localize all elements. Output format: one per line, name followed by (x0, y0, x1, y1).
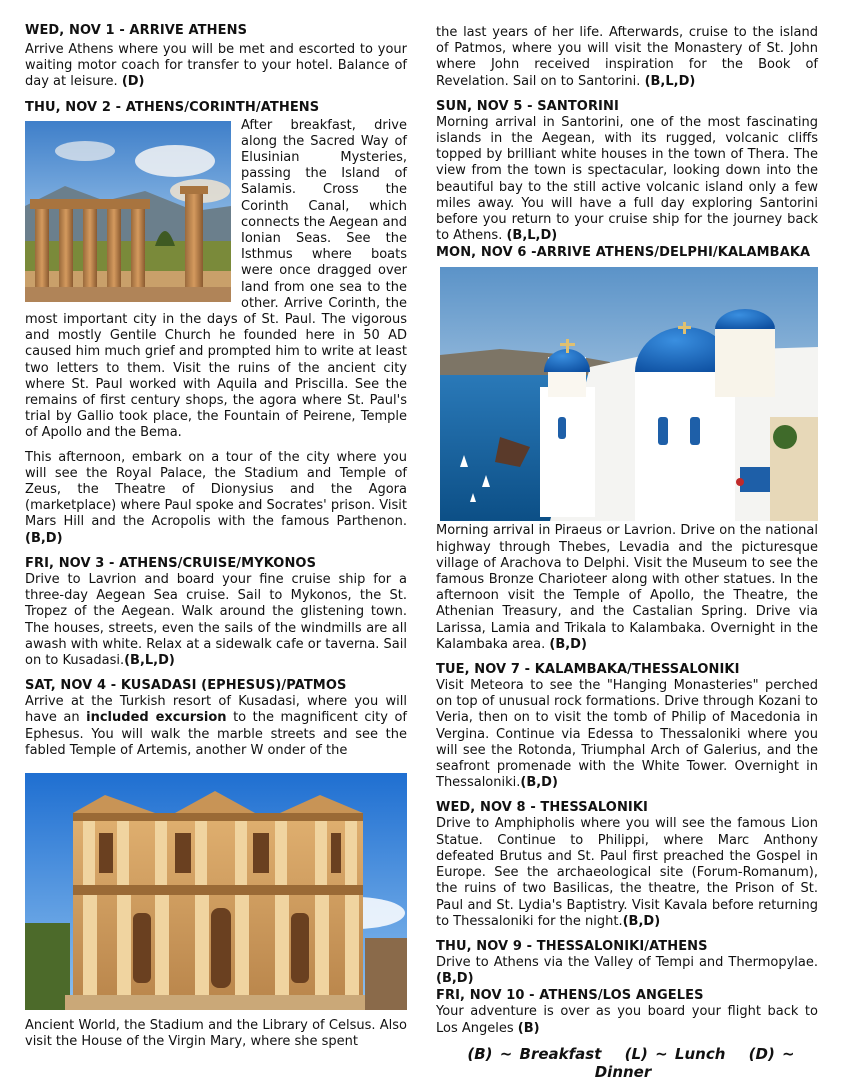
day-text-nov4: Arrive at the Turkish resort of Kusadasi, where you will have an included excursion to the magnificent city of Ephesus. You will walk the marble streets and see the fabled Temple of Artemis, another W onder of the (25, 694, 407, 758)
day-text-nov4-end: the last years of her life. Afterwards, cruise to the island of Patmos, where you will visit the Monastery of St. John where John received inspiration for the Book of Revelation. Sail on to Santorini. (B,L,D) (436, 25, 818, 89)
day-heading-nov9: THU, NOV 9 - THESSALONIKI/ATHENS (436, 938, 708, 954)
day-text-nov8: Drive to Amphipholis where you will see the famous Lion Statue. Continue to Philippi, where Marc Anthony defeated Brutus and St. Paul first preached the Gospel in Europe. See the archaeological site (Forum-Romanum), the ruins of two Basilicas, the theatre, the Prison of St. Paul and St. Lydia's Baptistry. Visit Kavala before returning to Thessaloniki for the night.(B,D) (436, 816, 818, 929)
legend-breakfast: (B) ~ Breakfast (467, 1044, 602, 1063)
left-column (25, 22, 407, 1050)
day-text-nov2: After breakfast, drive along the Sacred Way of Elusinian Mysteries, passing the Island of Salamis. Cross the Corinth Canal, which connects the Aegean and Ionian Seas. See the Isthmus where boats were once dragged over land from one sea to the other. Arrive Corinth, the most important city in the days of St. Paul. The vigorous and mostly Gentile Church he founded here in 50 AD caused him much grief and prompted him to write at least two letters to them. Visit the ruins of the ancient city where St. Paul worked with Aquila and Priscilla. See the remains of first century shops, the agora where St. Paul's trial by Gallio took place, the Fountain of Peirene, Temple of Apollo and the Bema. (25, 117, 407, 441)
meal-legend (436, 1045, 818, 1081)
santorini-photo (440, 267, 818, 521)
day-heading-nov5: SUN, NOV 5 - SANTORINI (436, 98, 619, 114)
legend-lunch: (L) ~ Lunch (624, 1044, 726, 1063)
day-heading-nov3: FRI, NOV 3 - ATHENS/CRUISE/MYKONOS (25, 555, 317, 571)
day-text-nov10: Your adventure is over as you board your flight back to Los Angeles (B) (436, 1004, 818, 1036)
day-text-nov1: Arrive Athens where you will be met and escorted to your waiting motor coach for transfer to your hotel. Balance of day at leisure. (D) (25, 42, 407, 90)
day-text-nov6: Morning arrival in Piraeus or Lavrion. Drive on the national highway through Thebes, Levadia and the picturesque village of Arachova to Delphi. Visit the Museum to see the famous Bronze Charioteer along with other statues. In the afternoon visit the Temple of Apollo, the Theatre, the Athenian Treasury, and the Castalian Spring. Drive via Larissa, Lamia and Trikala to Kalambaka. Overnight in the Kalambaka area. (B,D) (436, 523, 818, 652)
library-of-celsus-photo (25, 773, 407, 1010)
legend-dinner: (D) ~ Dinner (594, 1044, 795, 1081)
day-heading-nov4: SAT, NOV 4 - KUSADASI (EPHESUS)/PATMOS (25, 678, 347, 694)
day-heading-nov10: FRI, NOV 10 - ATHENS/LOS ANGELES (436, 988, 704, 1004)
day-heading-nov7: TUE, NOV 7 - KALAMBAKA/THESSALONIKI (436, 662, 740, 678)
day-text-nov3: Drive to Lavrion and board your fine cruise ship for a three-day Aegean Sea cruise. Sail to Mykonos, the St. Tropez of the Aegean. Walk around the glistening town. The houses, streets, even the sails of the windmills are all awash with white. Relax at a sidewalk cafe or taverna. Sail on to Kusadasi.(B,L,D) (25, 571, 407, 668)
day-heading-nov2: THU, NOV 2 - ATHENS/CORINTH/ATHENS (25, 99, 320, 115)
day-text-nov5: Morning arrival in Santorini, one of the most fascinating islands in the Aegean, with its rugged, volcanic cliffs topped by brilliant white houses in the town of Thera. The view from the town is spectacular, looking down into the beautiful bay to the still active volcanic island only a few miles away. You will have a full day exploring Santorini before you return to your cruise ship for the journey back to Athens. (B,L,D) (436, 114, 818, 244)
day-text-nov7: Visit Meteora to see the "Hanging Monasteries" perched on top of unusual rock formations. Drive through Kozani to Veria, then on to visit the tomb of Philip of Macedonia in Vergina. Continue via Edessa to Thessaloniki where you will see the Rotonda, Triumphal Arch of Galerius, and the seafront promenade with the White Tower. Overnight in Thessaloniki.(B,D) (436, 678, 818, 791)
day-heading-nov6: MON, NOV 6 -ARRIVE ATHENS/DELPHI/KALAMBAKA (436, 245, 811, 261)
corinth-temple-photo (25, 121, 231, 302)
day-heading-nov1: WED, NOV 1 - ARRIVE ATHENS (25, 23, 248, 38)
day-heading-nov8: WED, NOV 8 - THESSALONIKI (436, 800, 648, 816)
day-text-nov9: Drive to Athens via the Valley of Tempi and Thermopylae.(B,D) (436, 954, 818, 987)
day-text-nov4-cont: Ancient World, the Stadium and the Library of Celsus. Also visit the House of the Virgin Mary, where she spent (25, 1017, 407, 1050)
right-column (436, 25, 818, 1081)
day-text-nov2-afternoon: This afternoon, embark on a tour of the city where you will see the Royal Palace, the Stadium and Temple of Zeus, the Theatre of Dionysius and the Agora (marketplace) where Paul spoke and Socrates' prison. Visit Mars Hill and the Acropolis with the famous Parthenon.(B,D) (25, 449, 407, 546)
